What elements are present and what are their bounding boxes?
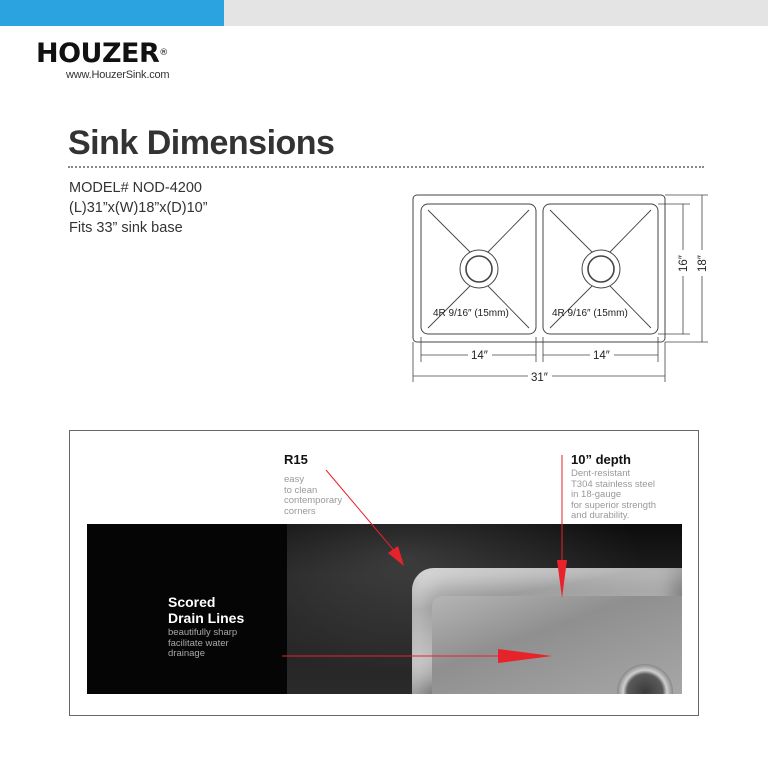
left-radius-label: 4R 9/16″ (15mm) [433,308,509,319]
page-title: Sink Dimensions [68,124,335,162]
callout-depth [571,452,656,522]
spec-fit: Fits 33” sink base [69,220,183,236]
callout-depth-line: T304 stainless steel [571,478,655,490]
bowl-length-label: 16″ [678,255,690,272]
callout-r15 [284,452,342,517]
registered-mark: ® [159,48,168,58]
spec-model: MODEL# NOD-4200 [69,180,202,196]
callout-depth-line: for superior strength [571,499,657,511]
scored-arrowhead [498,649,552,663]
left-bowl-width-label: 14″ [471,350,488,362]
callout-r15-line: contemporary [284,495,343,506]
brand-url: www.HouzerSink.com [66,69,170,81]
callout-scored-title-line: Drain Lines [168,610,245,626]
callout-r15-line: to clean [284,484,318,496]
right-bowl-width-label: 14″ [593,350,610,362]
callout-scored-line: beautifully sharp [168,627,238,638]
callout-depth-line: Dent-resistant [571,468,631,479]
callout-depth-line: and durability. [571,510,630,521]
callout-scored-body [168,628,244,660]
brand-name: HOUZER [36,38,160,69]
overall-length-label: 31″ [531,372,548,384]
callout-scored [168,594,244,660]
callout-depth-title: 10” depth [571,452,631,467]
overall-width-label: 18″ [697,255,709,272]
callout-r15-line: corners [284,505,316,517]
callout-r15-title: R15 [284,452,308,467]
r15-arrowhead [388,546,404,566]
callout-scored-title-line: Scored [168,594,216,610]
callout-scored-line: drainage [168,648,205,659]
right-radius-label: 4R 9/16″ (15mm) [552,308,628,319]
callout-scored-title [168,594,244,626]
callout-depth-line: in 18-gauge [571,489,622,500]
callout-depth-body [571,469,656,522]
callout-scored-line: facilitate water [168,637,229,649]
callout-r15-line: easy [284,474,305,485]
depth-arrowhead [557,560,567,598]
spec-size: (L)31”x(W)18”x(D)10” [69,200,208,216]
callout-r15-body [284,475,342,517]
